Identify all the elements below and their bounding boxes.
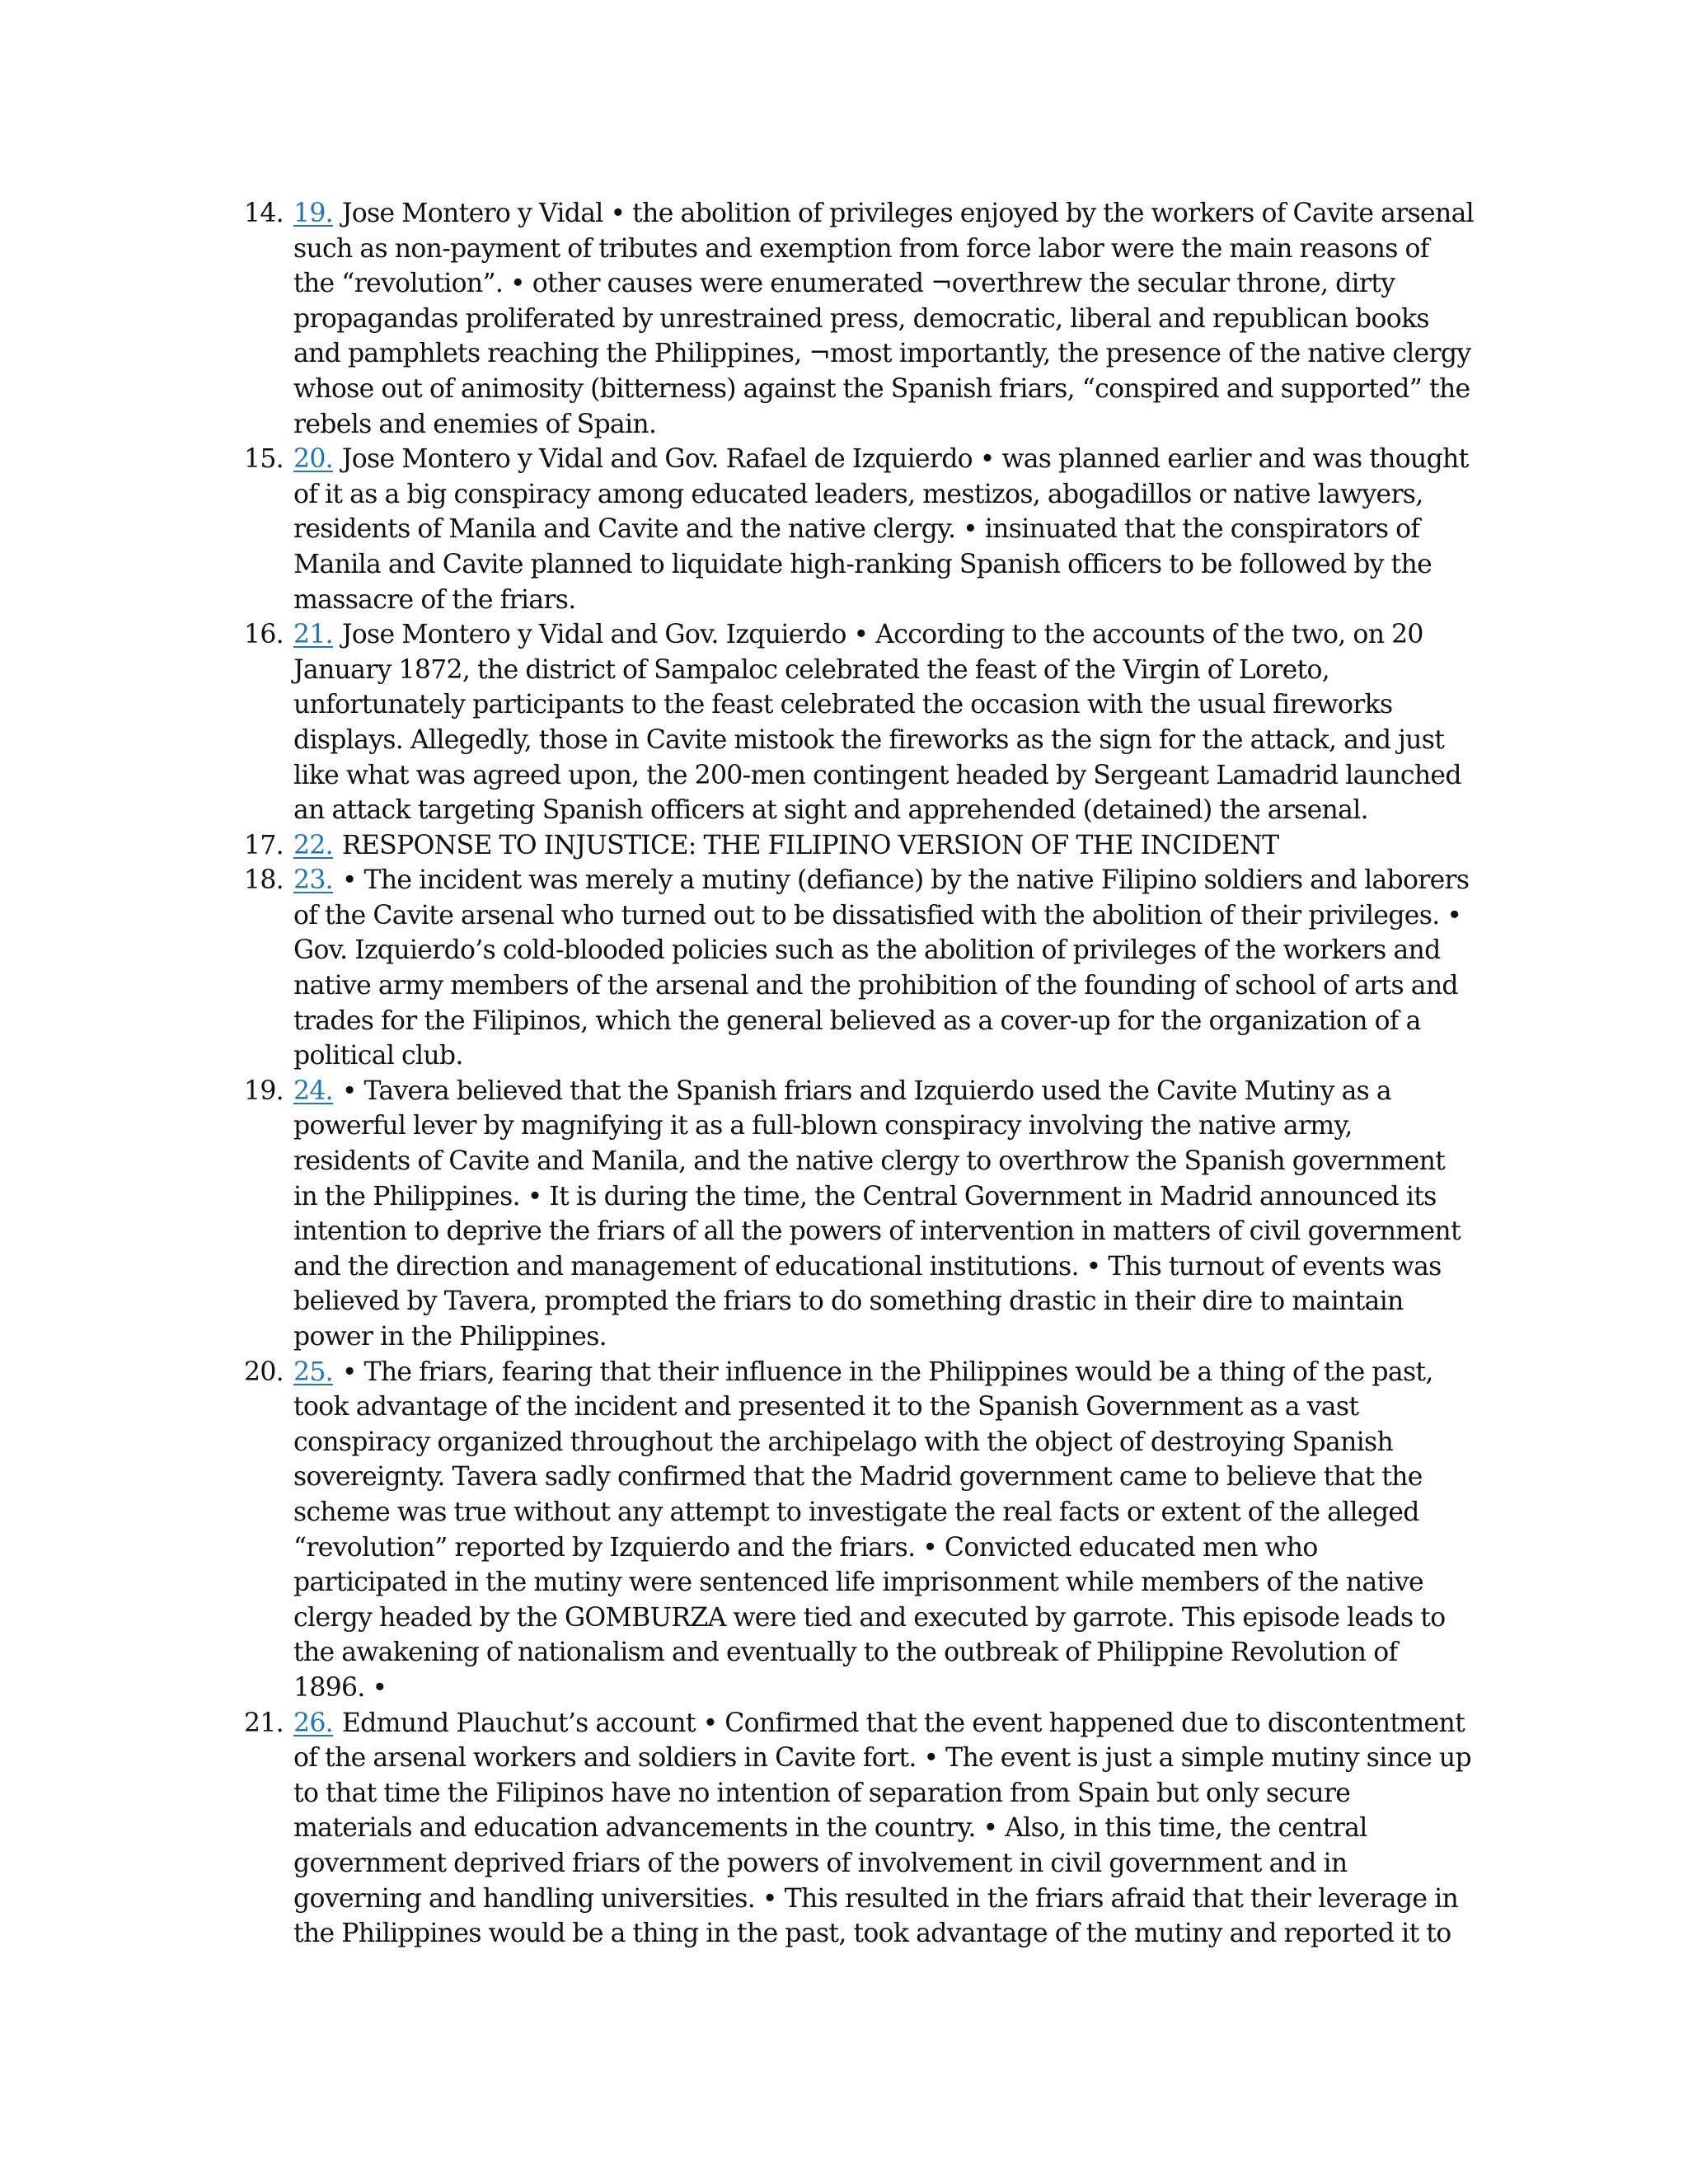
list-item-21	[244, 1706, 1475, 1952]
item-text: • The friars, fearing that their influence in the Philippines would be a thing of the past, took advantage of the incident and presented it to the Spanish Government as a vast conspiracy organized throughout the archipelago with the object of destroying Spanish sovereignty. Tavera sadly confirmed that the Madrid government came to believe that the scheme was true without any attempt to investigate the real facts or extent of the alleged “revolution” reported by Izquierdo and the friars. • Convicted educated men who participated in the mutiny were sentenced life imprisonment while members of the native clergy headed by the GOMBURZA were tied and executed by garrote. This episode leads to the awakening of nationalism and eventually to the outbreak of Philippine Revolution of 1896. •	[293, 1357, 1446, 1703]
slide-link-26[interactable]: 26.	[293, 1708, 333, 1738]
numbered-list	[244, 196, 1475, 1952]
item-text: Jose Montero y Vidal and Gov. Izquierdo • According to the accounts of the two, on 20 January 1872, the district of Sampaloc celebrated the feast of the Virgin of Loreto, unfortunately participants to the feast celebrated the occasion with the usual fireworks displays. Allegedly, those in Cavite mistook the fireworks as the sign for the attack, and just like what was agreed upon, the 200-men contingent headed by Sergeant Lamadrid launched an attack targeting Spanish officers at sight and apprehended (detained) the arsenal.	[293, 620, 1461, 826]
slide-link-20[interactable]: 20.	[293, 444, 333, 475]
slide-link-19[interactable]: 19.	[293, 199, 333, 228]
slide-link-21[interactable]: 21.	[293, 620, 333, 650]
item-number: 14.	[244, 199, 284, 228]
slide-link-22[interactable]: 22.	[293, 830, 333, 860]
item-text: Jose Montero y Vidal • the abolition of privileges enjoyed by the workers of Cavite arsenal such as non-payment of tributes and exemption from force labor were the main reasons of the “revolution”. • other causes were enumerated ¬overthrew the secular throne, dirty propagandas proliferated by unrestrained press, democratic, liberal and republican books and pamphlets reaching the Philippines, ¬most importantly, the presence of the native clergy whose out of animosity (bitterness) against the Spanish friars, “conspired and supported” the rebels and enemies of Spain.	[293, 199, 1475, 439]
item-number: 19.	[244, 1076, 284, 1106]
slide-link-24[interactable]: 24.	[293, 1076, 333, 1106]
list-item-17	[244, 828, 1475, 864]
item-text: Jose Montero y Vidal and Gov. Rafael de Izquierdo • was planned earlier and was thought of it as a big conspiracy among educated leaders, mestizos, abogadillos or native lawyers, residents of Manila and Cavite and the native clergy. • insinuated that the conspirators of Manila and Cavite planned to liquidate high-ranking Spanish officers to be followed by the massacre of the friars.	[293, 444, 1469, 615]
list-item-20	[244, 1355, 1475, 1706]
item-text: Edmund Plauchut’s account • Confirmed that the event happened due to discontentment of the arsenal workers and soldiers in Cavite fort. • The event is just a simple mutiny since up to that time the Filipinos have no intention of separation from Spain but only secure materials and education advancements in the country. • Also, in this time, the central government deprived friars of the powers of involvement in civil government and in governing and handling universities. • This resulted in the friars afraid that their leverage in the Philippines would be a thing in the past, took advantage of the mutiny and reported it to	[293, 1708, 1471, 1949]
list-item-18	[244, 863, 1475, 1074]
list-item-15	[244, 442, 1475, 617]
item-number: 15.	[244, 444, 284, 475]
item-text: • Tavera believed that the Spanish friars and Izquierdo used the Cavite Mutiny as a powerful lever by magnifying it as a full-blown conspiracy involving the native army, residents of Cavite and Manila, and the native clergy to overthrow the Spanish government in the Philippines. • It is during the time, the Central Government in Madrid announced its intention to deprive the friars of all the powers of intervention in matters of civil government and the direction and management of educational institutions. • This turnout of events was believed by Tavera, prompted the friars to do something drastic in their dire to maintain power in the Philippines.	[293, 1076, 1461, 1352]
slide-link-25[interactable]: 25.	[293, 1357, 333, 1387]
list-item-14	[244, 196, 1475, 442]
item-number: 21.	[244, 1708, 284, 1738]
item-number: 17.	[244, 830, 284, 860]
list-item-19	[244, 1074, 1475, 1355]
slide-link-23[interactable]: 23.	[293, 865, 333, 896]
item-text: RESPONSE TO INJUSTICE: THE FILIPINO VERSION OF THE INCIDENT	[341, 830, 1279, 860]
item-number: 18.	[244, 865, 284, 896]
item-number: 20.	[244, 1357, 284, 1387]
item-number: 16.	[244, 620, 284, 650]
item-text: • The incident was merely a mutiny (defiance) by the native Filipino soldiers and laborers of the Cavite arsenal who turned out to be dissatisfied with the abolition of their privileges. • Gov. Izquierdo’s cold-blooded policies such as the abolition of privileges of the workers and native army members of the arsenal and the prohibition of the founding of school of arts and trades for the Filipinos, which the general believed as a cover-up for the organization of a political club.	[293, 865, 1470, 1071]
list-item-16	[244, 617, 1475, 828]
